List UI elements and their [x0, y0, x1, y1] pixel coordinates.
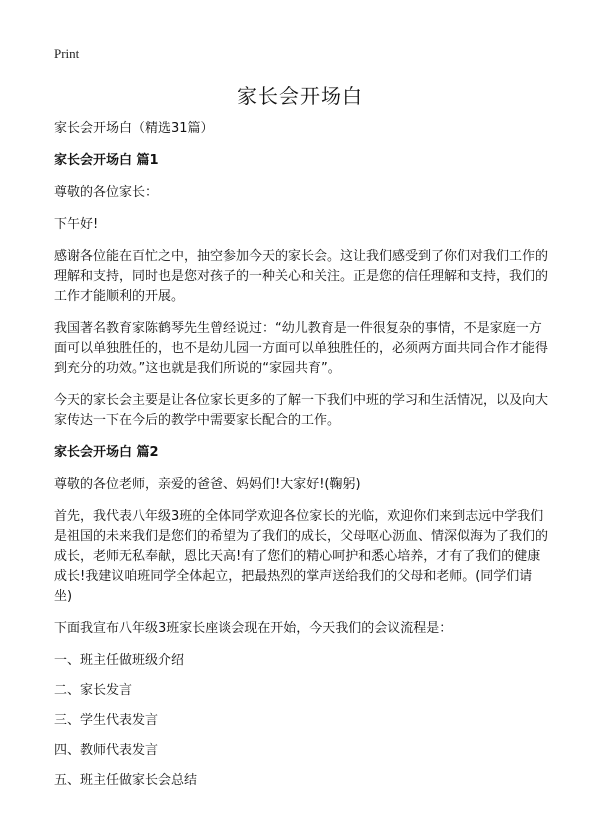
- document-subtitle: 家长会开场白（精选31篇）: [54, 121, 214, 136]
- document-title: 家长会开场白: [237, 84, 363, 108]
- paragraph: 首先，我代表八年级3班的全体同学欢迎各位家长的光临，欢迎你们来到志远中学我们是祖国的未来我们是您们的希望为了我们的成长，父母呕心沥血、情深似海为了我们的成长，老师无私奉献，恩比天高!有了您们的精心呵护和悉心培养，才有了我们的健康成长!我建议咱班同学全体起立，把最热烈的掌声送给我们的父母和老师。(同学们请坐): [54, 509, 549, 604]
- paragraph: 感谢各位能在百忙之中，抽空参加今天的家长会。这让我们感受到了你们对我们工作的理解和支持，同时也是您对孩子的一种关心和关注。正是您的信任理解和支持，我们的工作才能顺利的开展。: [54, 249, 549, 304]
- agenda-item: 三、学生代表发言: [54, 713, 159, 728]
- document-body: [54, 119, 548, 801]
- paragraph: 下午好!: [54, 217, 99, 232]
- agenda-item: 五、班主任做家长会总结: [54, 773, 198, 788]
- paragraph: 今天的家长会主要是让各位家长更多的了解一下我们中班的学习和生活情况，以及向大家传达一下在今后的教学中需要家长配合的工作。: [54, 393, 549, 428]
- paragraph: 我国著名教育家陈鹤琴先生曾经说过：“幼儿教育是一件很复杂的事情，不是家庭一方面可以单独胜任的，也不是幼儿园一方面可以单独胜任的，必须两方面共同合作才能得到充分的功效。”这也就是我们所说的“家园共育”。: [54, 321, 549, 376]
- paragraph: 尊敬的各位老师，亲爱的爸爸、妈妈们!大家好!(鞠躬): [54, 477, 361, 492]
- section-heading: 家长会开场白 篇1: [54, 153, 159, 168]
- paragraph: 下面我宣布八年级3班家长座谈会现在开始，今天我们的会议流程是：: [54, 621, 453, 636]
- agenda-item: 一、班主任做班级介绍: [54, 653, 185, 668]
- paragraph: 尊敬的各位家长：: [54, 185, 159, 200]
- print-link[interactable]: Print: [54, 46, 80, 61]
- section-heading: 家长会开场白 篇2: [54, 445, 159, 460]
- agenda-item: 四、教师代表发言: [54, 743, 159, 758]
- agenda-item: 二、家长发言: [54, 683, 133, 698]
